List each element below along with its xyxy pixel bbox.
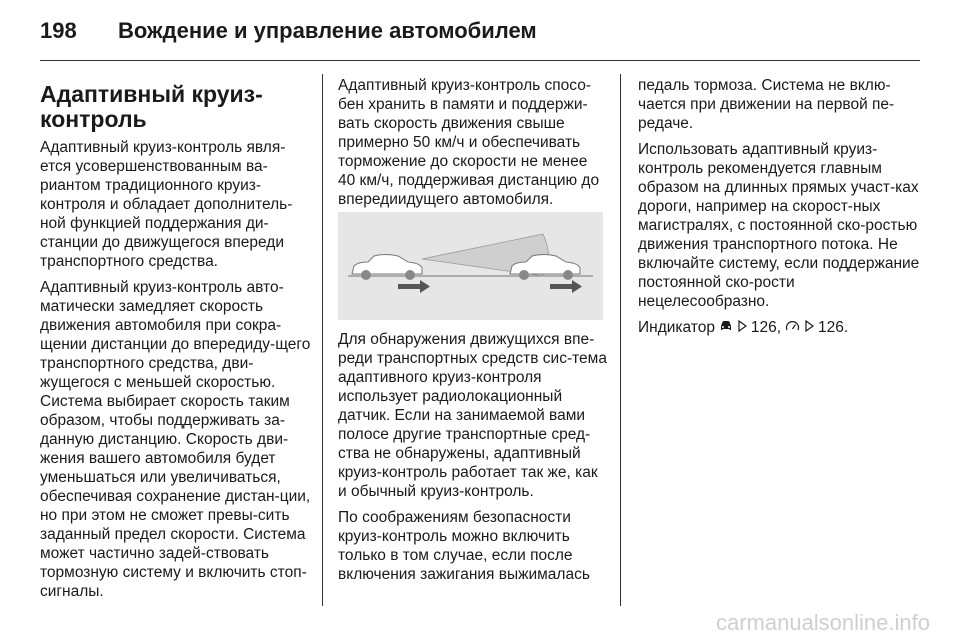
radar-illustration [338,212,603,320]
direction-arrow-left [398,280,430,293]
col2-paragraph-1: Адаптивный круиз-контроль спосо-бен хранить в памяти и поддержи-вать скорость движения свыше примерно 50 км/ч и обеспечивать торможение до скорости не менее 40 км/ч, поддерживая дистанцию до впередиидущего автомобиля. [338,77,600,208]
column-1 [40,72,312,608]
watermark: carmanualsonline.info [715,610,930,635]
indicator-reference [638,318,920,337]
chapter-title: Вождение и управление автомобилем [118,18,537,43]
section-title-line1: Адаптивный круиз- [40,81,263,107]
triangle-right-icon[interactable] [738,318,747,337]
page-header [40,14,920,54]
column-divider-2 [620,74,621,606]
triangle-right-icon[interactable] [805,318,814,337]
col2-paragraph-3: По соображениям безопасности круиз-контроль можно включить только в том случае, если после включения зажигания выжималась [338,509,590,583]
header-rule [40,60,920,61]
reference-page-1[interactable]: 126, [750,319,782,336]
direction-arrow-right [550,280,582,293]
column-divider-1 [322,74,323,606]
col3-paragraph-1: педаль тормоза. Система не вклю-чается при движении на первой пе-редаче. [638,77,895,132]
radar-diagram [338,212,603,320]
car-front-icon [719,318,733,337]
column-3 [638,76,920,344]
section-title [40,82,312,132]
page-number: 198 [40,18,77,43]
reference-page-2[interactable]: 126. [818,319,849,336]
col1-paragraph-1: Адаптивный круиз-контроль явля-ется усовершенствованным ва-риантом традиционного круиз-контроля и обладает дополнитель-ной функцией поддержания ди-станции до движущегося впереди транспортного средства. [40,139,293,270]
cruise-speedometer-icon [785,318,800,337]
col3-paragraph-2: Использовать адаптивный круиз-контроль рекомендуется главным образом на длинных прямых участ-ках дороги, например на скорост-ных магистралях, с постоянной ско-ростью движения транспортного потока. Не включайте систему, если поддержание постоянной ско-рости нецелесообразно. [638,141,920,310]
section-title-line2: контроль [40,106,147,132]
col2-paragraph-2: Для обнаружения движущихся впе-реди транспортных средств сис-тема адаптивного круиз-контроля использует радиолокационный датчик. Если на занимаемой вами полосе другие транспортные сред-ства не обнаружены, адаптивный круиз-контроль работает так же, как и обычный круиз-контроль. [338,331,607,500]
col1-paragraph-2: Адаптивный круиз-контроль авто-матически замедляет скорость движения автомобиля при сокра-щении дистанции до впередиду-щего транспортного средства, дви-жущегося с меньшей скоростью. Система выбирает скорость таким образом, чтобы поддерживать за-данную дистанцию. Скорость дви-жения вашего автомобиля будет уменьшаться или увеличиваться, обеспечивая сохранение дистан-ции, но при этом не сможет превы-сить заданный предел скорости. Система может частично задей-ствовать тормозную систему и включить стоп-сигналы. [40,279,311,600]
column-2 [338,76,608,216]
column-2-lower [338,330,608,591]
indicator-label: Индикатор [638,319,715,336]
